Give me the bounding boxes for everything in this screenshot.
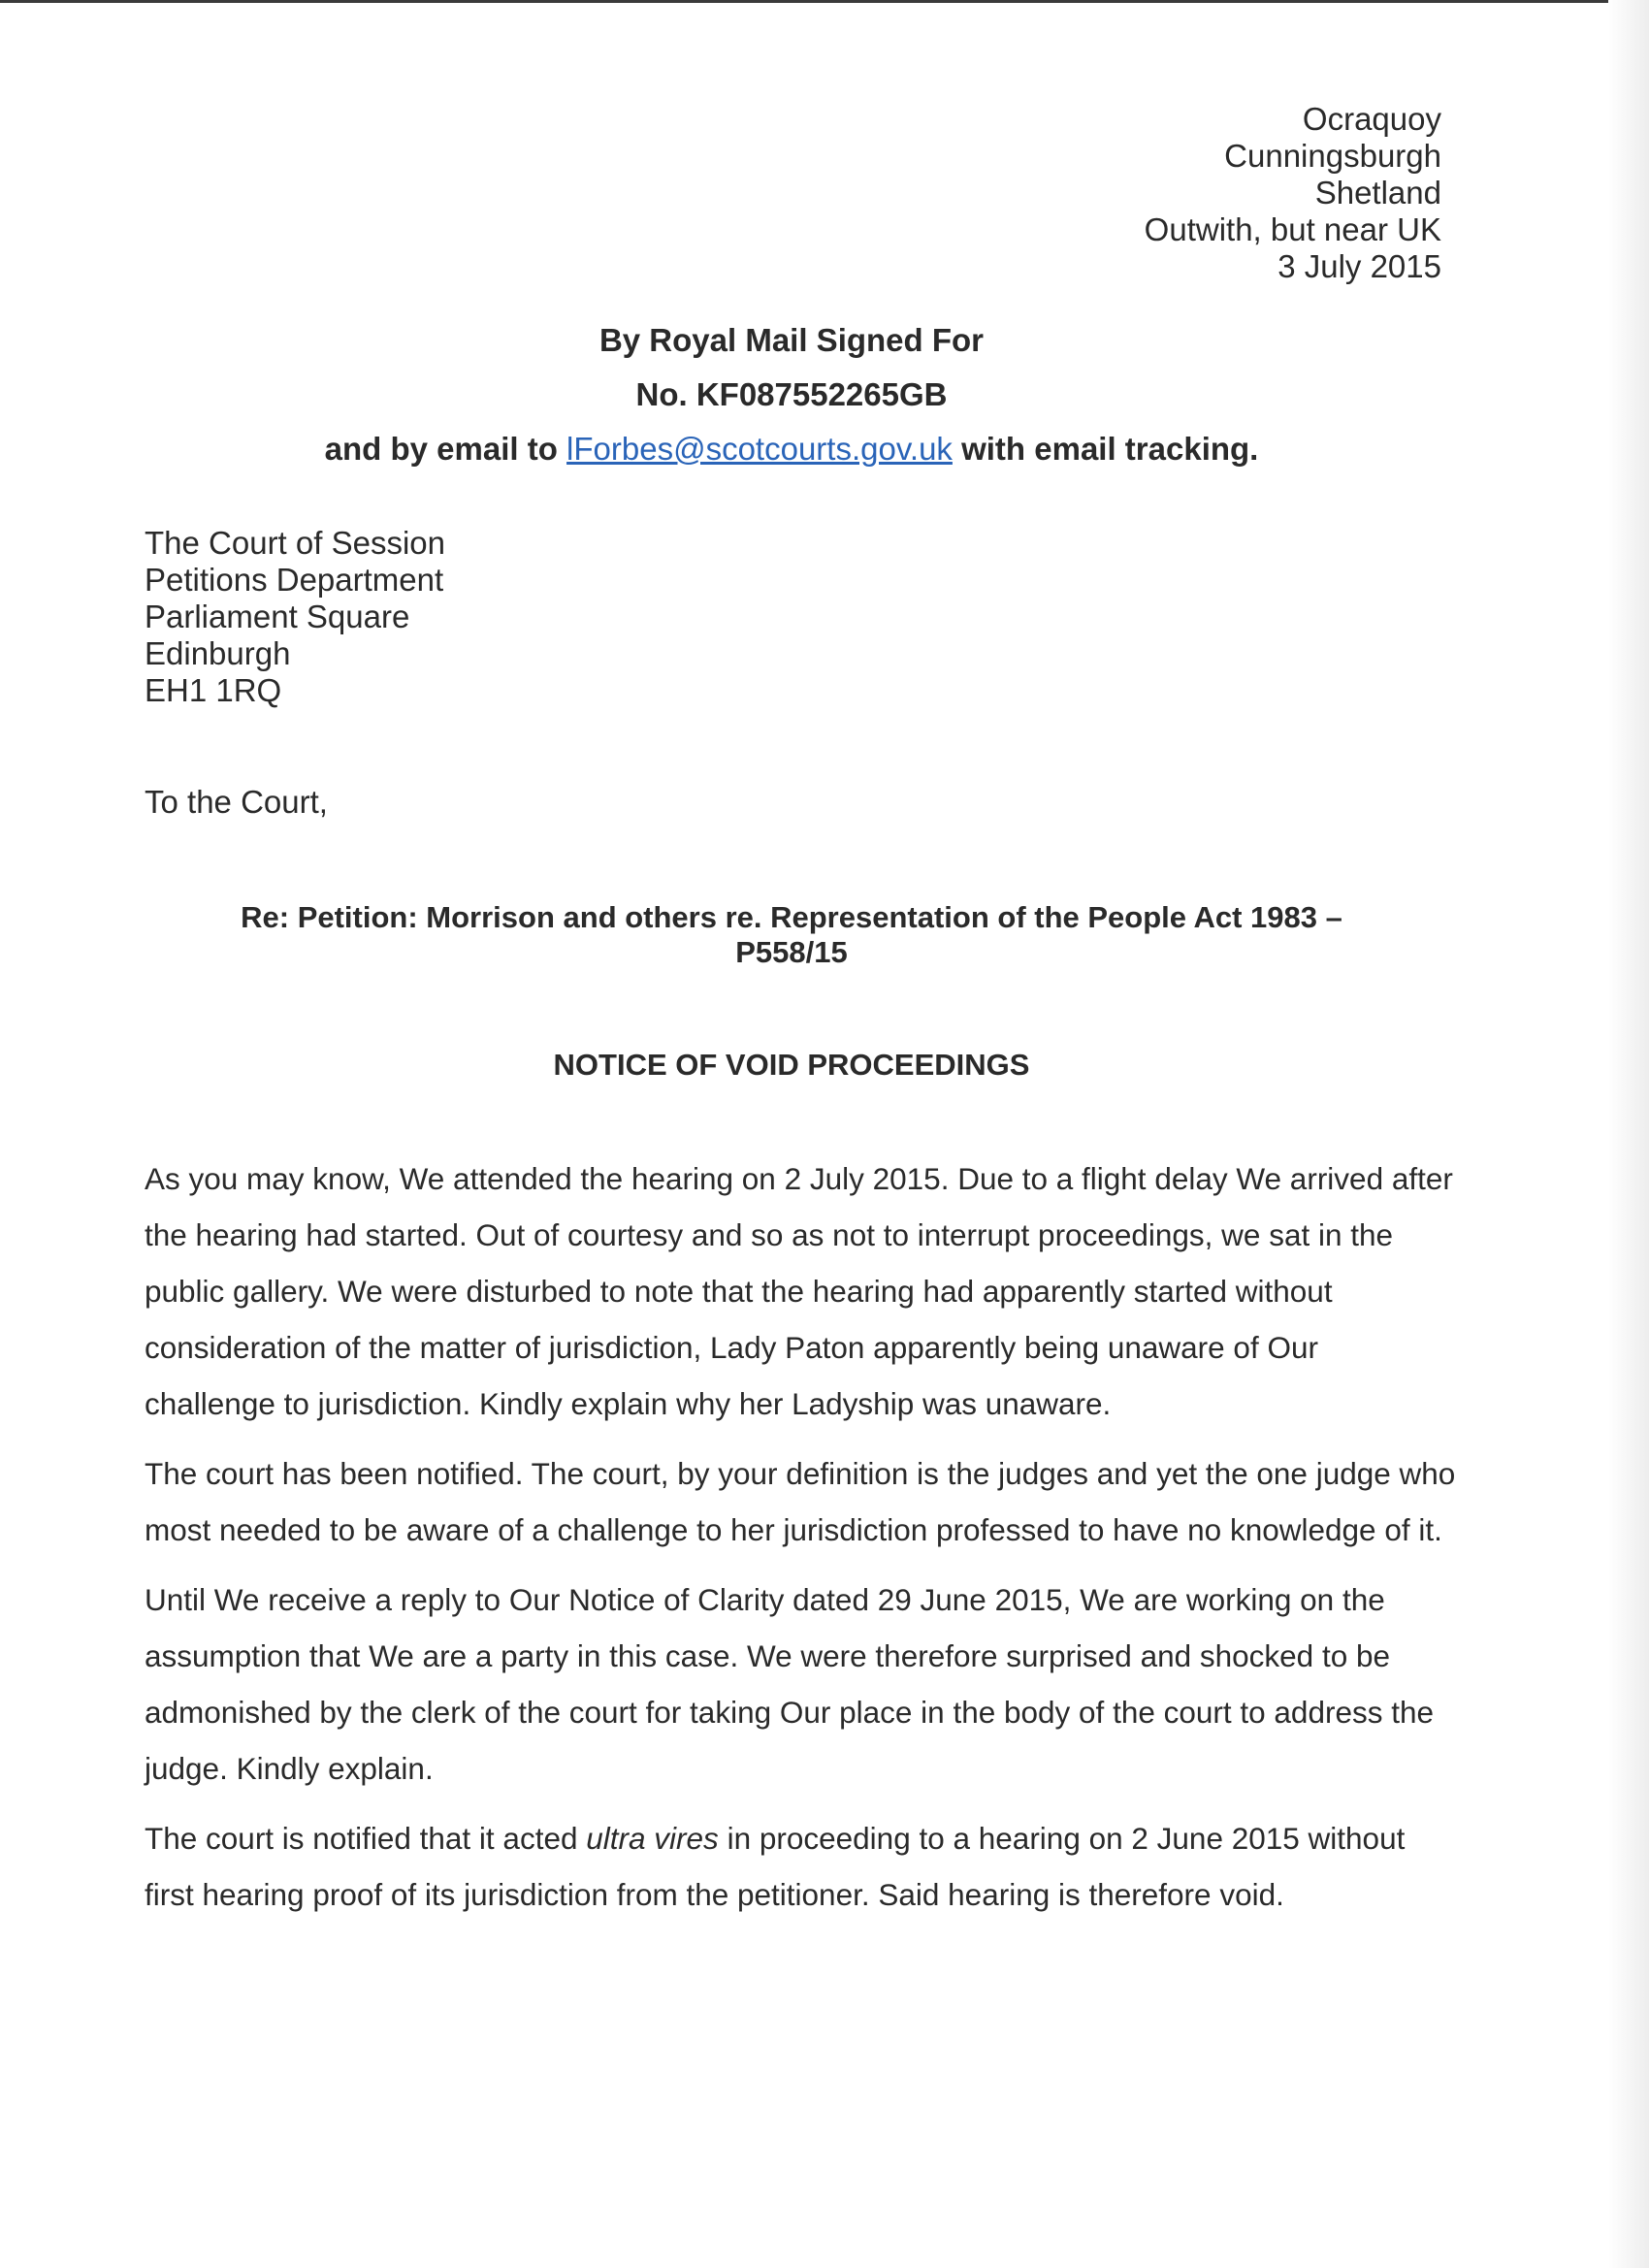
email-link[interactable]: lForbes@scotcourts.gov.uk — [566, 431, 953, 467]
sender-address-line: Ocraquoy — [1302, 101, 1441, 137]
delivery-line-email — [0, 429, 1583, 483]
body-paragraph — [145, 1810, 1456, 1923]
recipient-address-line: Parliament Square — [145, 599, 410, 634]
body-paragraph: Until We receive a reply to Our Notice of Clarity dated 29 June 2015, We are working on the assumption that We are a party in this case. We were therefore surprised and shocked to be admonished by the clerk of the court for taking Our place in the body of the court to address the judge. Kindly explain. — [145, 1582, 1435, 1786]
paragraph-text: in proceeding to a hearing on 2 June 2015 without first hearing proof of its jurisdiction from the petitioner. Said hearing is therefore void. — [145, 1821, 1406, 1912]
delivery-line-royal-mail: By Royal Mail Signed For — [598, 322, 985, 358]
delivery-method — [0, 320, 1583, 483]
notice-title: NOTICE OF VOID PROCEEDINGS — [553, 1048, 1030, 1082]
re-heading — [0, 900, 1583, 970]
sender-address-line: Shetland — [1314, 175, 1441, 211]
recipient-address-line: The Court of Session — [145, 525, 445, 561]
sender-address-line: Outwith, but near UK — [1144, 211, 1441, 247]
case-number: P558/15 — [735, 935, 848, 969]
recipient-address-line: Petitions Department — [145, 562, 444, 598]
scan-top-edge — [0, 0, 1649, 3]
recipient-postcode: EH1 1RQ — [145, 672, 282, 708]
letter-body — [145, 1150, 1456, 1936]
tracking-number: No. KF087552265GB — [635, 376, 948, 412]
re-heading-line: Re: Petition: Morrison and others re. Representation of the People Act 1983 – — [241, 900, 1342, 934]
sender-address — [1145, 101, 1441, 285]
scan-right-shadow — [1608, 0, 1649, 2268]
recipient-address — [145, 525, 445, 709]
paragraph-text: The court is notified that it acted — [145, 1821, 578, 1856]
ultra-vires-term: ultra vires — [586, 1821, 719, 1856]
salutation: To the Court, — [145, 784, 328, 820]
sender-address-line: Cunningsburgh — [1224, 138, 1441, 174]
email-suffix: with email tracking. — [961, 431, 1259, 467]
body-paragraph: The court has been notified. The court, by your definition is the judges and yet the one judge who most needed to be aware of a challenge to her jurisdiction professed to have no knowledge of it. — [145, 1456, 1456, 1547]
letter-date: 3 July 2015 — [1277, 248, 1441, 284]
body-paragraph: As you may know, We attended the hearing on 2 July 2015. Due to a flight delay We arrived after the hearing had started. Out of courtesy and so as not to interrupt proceedings, we sat in the public gallery. We were disturbed to note that the hearing had apparently started without consideration of the matter of jurisdiction, Lady Paton apparently being unaware of Our challenge to jurisdiction. Kindly explain why her Ladyship was unaware. — [145, 1161, 1453, 1421]
recipient-address-line: Edinburgh — [145, 635, 291, 671]
email-prefix: and by email to — [324, 431, 558, 467]
